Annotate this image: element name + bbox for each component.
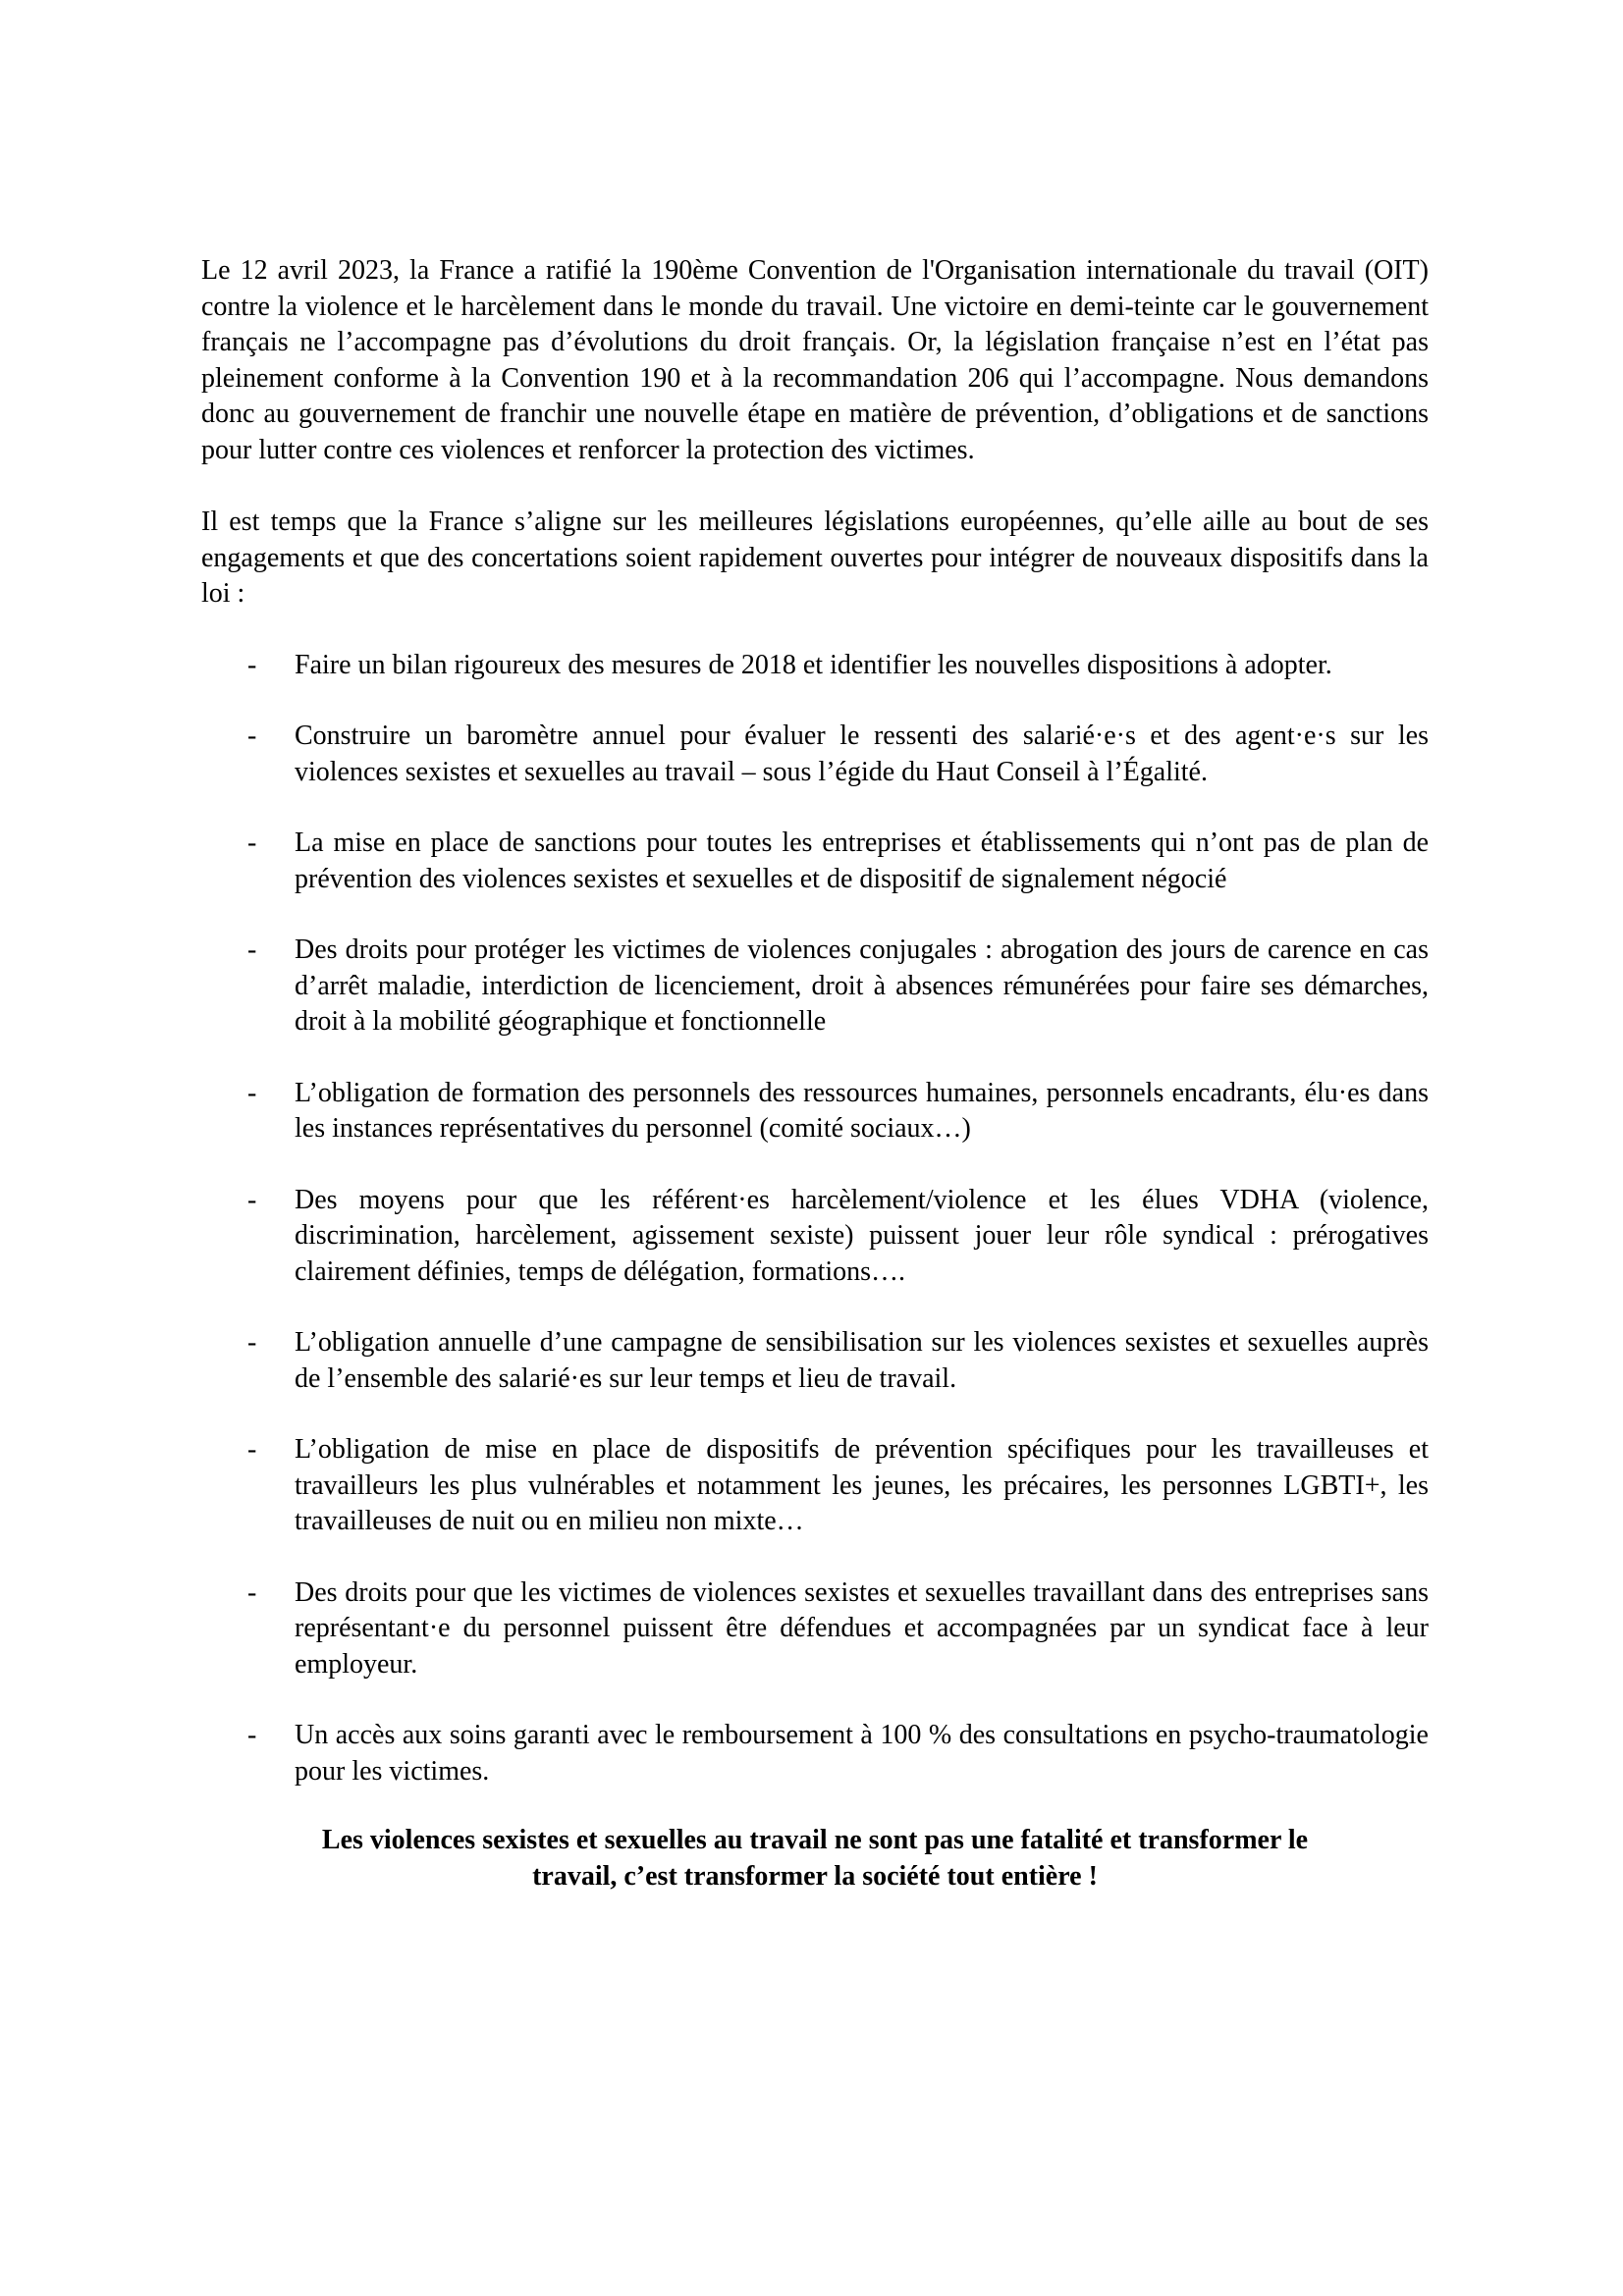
- demand-text: Construire un baromètre annuel pour évaluer le ressenti des salarié·e·s et des agent·e·s sur les violences sexistes et sexuelles au travail – sous l’égide du Haut Conseil à l’Égalité.: [295, 721, 1429, 787]
- bullet-dash: -: [247, 934, 257, 965]
- demands-list: [201, 648, 1429, 1790]
- demand-item: [201, 1575, 1429, 1683]
- bullet-dash: -: [247, 649, 257, 680]
- demand-text: La mise en place de sanctions pour toutes les entreprises et établissements qui n’ont pas de plan de prévention des violences sexistes et sexuelles et de dispositif de signalement négocié: [295, 828, 1429, 894]
- demand-item: [201, 1325, 1429, 1397]
- demand-item: [201, 1718, 1429, 1789]
- demand-text: Des moyens pour que les référent·es harcèlement/violence et les élues VDHA (violence, discrimination, harcèlement, agissement sexiste) puissent jouer leur rôle syndical : prérogatives clairement définies, temps de délégation, formations….: [295, 1184, 1429, 1287]
- demand-text: L’obligation annuelle d’une campagne de sensibilisation sur les violences sexistes et sexuelles auprès de l’ensemble des salarié·es sur leur temps et lieu de travail.: [295, 1327, 1429, 1394]
- demand-item: [201, 719, 1429, 790]
- bullet-dash: -: [247, 1720, 257, 1750]
- bullet-dash: -: [247, 721, 257, 751]
- bullet-dash: -: [247, 1184, 257, 1215]
- demand-item: [201, 1183, 1429, 1291]
- demand-item: [201, 1076, 1429, 1148]
- demand-text: L’obligation de formation des personnels des ressources humaines, personnels encadrants, élu·es dans les instances représentatives du personnel (comité sociaux…): [295, 1077, 1429, 1144]
- demand-item: [201, 933, 1429, 1041]
- demand-item: [201, 826, 1429, 897]
- call-to-action-paragraph: Il est temps que la France s’aligne sur les meilleures législations européennes, qu’elle aille au bout de ses engagements et que des concertations soient rapidement ouvertes pour intégrer de nouveaux dispositifs dans la loi :: [201, 507, 1429, 609]
- demand-item: [201, 1432, 1429, 1540]
- document-body: [201, 253, 1429, 1895]
- intro-paragraph: Le 12 avril 2023, la France a ratifié la 190ème Convention de l'Organisation internationale du travail (OIT) contre la violence et le harcèlement dans le monde du travail. Une victoire en demi-teinte car le gouvernement français ne l’accompagne pas d’évolutions du droit français. Or, la législation française n’est en l’état pas pleinement conforme à la Convention 190 et à la recommandation 206 qui l’accompagne. Nous demandons donc au gouvernement de franchir une nouvelle étape en matière de prévention, d’obligations et de sanctions pour lutter contre ces violences et renforcer la protection des victimes.: [201, 255, 1429, 465]
- demand-text: Un accès aux soins garanti avec le remboursement à 100 % des consultations en psycho-traumatologie pour les victimes.: [295, 1720, 1429, 1787]
- demand-item: [201, 648, 1429, 684]
- demand-text: Des droits pour protéger les victimes de violences conjugales : abrogation des jours de carence en cas d’arrêt maladie, interdiction de licenciement, droit à absences rémunérées pour faire ses démarches, droit à la mobilité géographique et fonctionnelle: [295, 934, 1429, 1037]
- demand-text: L’obligation de mise en place de dispositifs de prévention spécifiques pour les travailleuses et travailleurs les plus vulnérables et notamment les jeunes, les précaires, les personnes LGBTI+, les travailleuses de nuit ou en milieu non mixte…: [295, 1434, 1429, 1536]
- conclusion-statement: Les violences sexistes et sexuelles au travail ne sont pas une fatalité et transformer le travail, c’est transformer la société tout entière !: [321, 1825, 1309, 1892]
- demand-text: Faire un bilan rigoureux des mesures de 2018 et identifier les nouvelles dispositions à adopter.: [295, 649, 1332, 680]
- bullet-dash: -: [247, 1327, 257, 1358]
- bullet-dash: -: [247, 828, 257, 858]
- bullet-dash: -: [247, 1077, 257, 1108]
- bullet-dash: -: [247, 1576, 257, 1608]
- bullet-dash: -: [247, 1434, 257, 1465]
- demand-text: Des droits pour que les victimes de violences sexistes et sexuelles travaillant dans des entreprises sans représentant·e du personnel puissent être défendues et accompagnées par un syndicat face à leur employeur.: [295, 1576, 1429, 1680]
